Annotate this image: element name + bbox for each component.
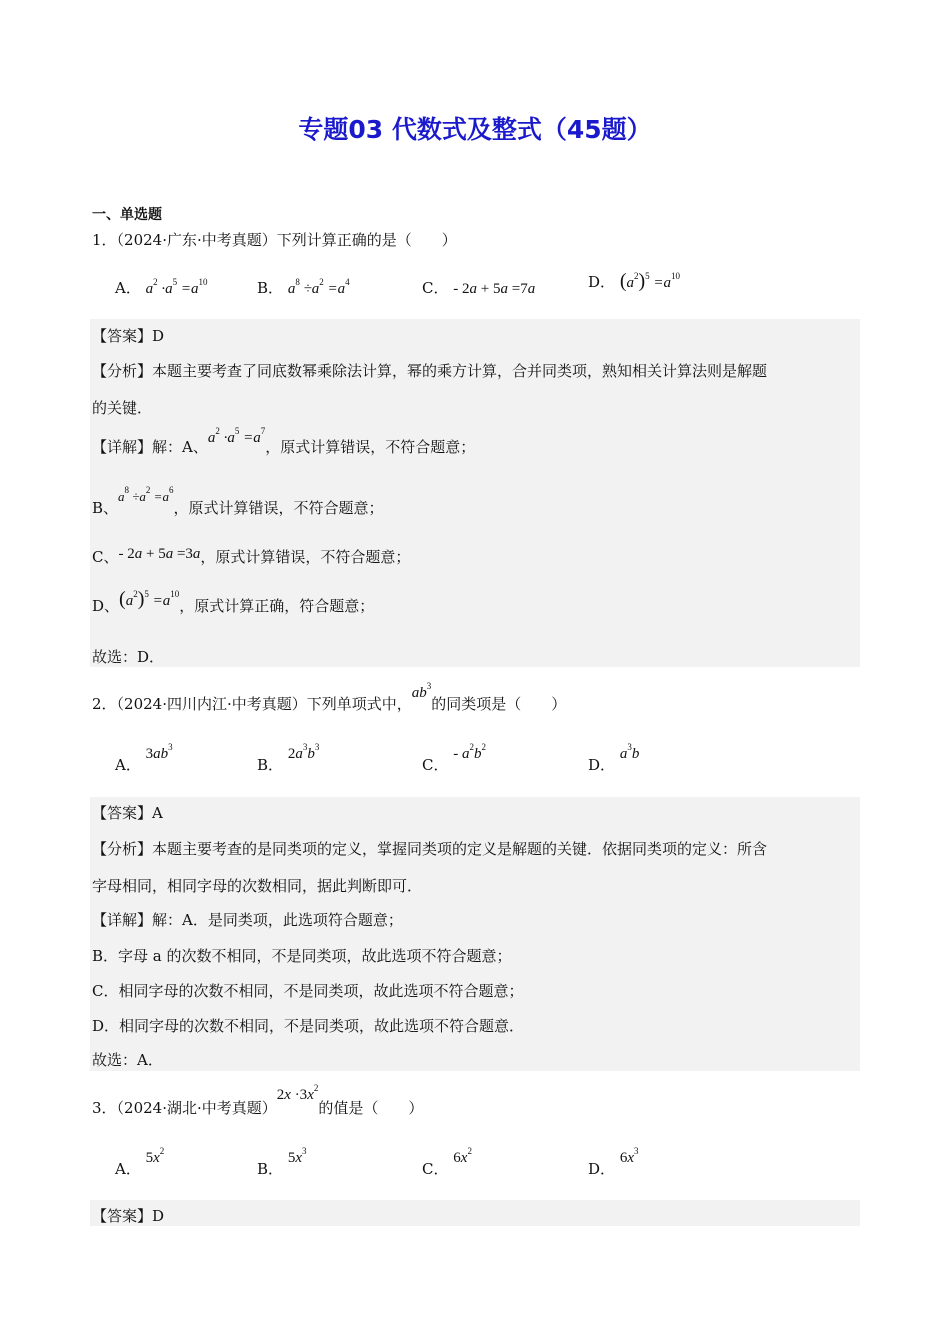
q2-analysis-line-2: 字母相同，相同字母的次数相同，据此判断即可． xyxy=(92,877,423,895)
q1-option-a-label: A． xyxy=(115,279,141,297)
q1-detail-d-suffix: ，原式计算正确，符合题意； xyxy=(179,597,375,615)
q1-detail-b-prefix: B、 xyxy=(92,499,119,517)
q1-analysis-line-1: 【分析】本题主要考查了同底数幂乘除法计算，幂的乘方计算，合并同类项，熟知相关计算法则是解题 xyxy=(92,362,768,380)
q2-option-c xyxy=(422,742,487,774)
q2-stem-formula: $ab^3$ xyxy=(411,681,432,701)
question-3-stem xyxy=(92,1083,424,1118)
q2-stem-post: 的同类项是（ ） xyxy=(431,695,567,713)
q2-analysis-line-1: 【分析】本题主要考查的是同类项的定义，掌握同类项的定义是解题的关键．依据同类项的定义：所含 xyxy=(92,840,768,858)
q2-answer: 【答案】A xyxy=(92,804,163,822)
q3-option-a-formula: $5x^2$ xyxy=(145,1146,165,1166)
q1-option-a xyxy=(115,277,208,298)
q1-option-b-label: B． xyxy=(257,279,284,297)
section-heading: 一、单选题 xyxy=(92,207,162,223)
q1-option-d-label: D． xyxy=(588,273,616,291)
q2-option-a xyxy=(115,742,173,774)
q1-detail-b-suffix: ，原式计算错误，不符合题意； xyxy=(173,499,384,517)
q1-option-c-formula: - 2a + 5a =7a xyxy=(453,281,536,297)
q1-detail-d-formula: $(a^2)^5 =a^{10}$ xyxy=(119,588,180,610)
q1-detail-d-prefix: D、 xyxy=(92,597,120,615)
q3-option-d-formula: $6x^3$ xyxy=(619,1146,639,1166)
q2-option-c-formula: - $a^2b^2$ xyxy=(453,742,487,762)
q3-answer: 【答案】D xyxy=(92,1207,165,1225)
q2-detail-4: D．相同字母的次数不相同，不是同类项，故此选项不符合题意． xyxy=(92,1017,525,1035)
question-2-stem xyxy=(92,681,567,714)
q1-analysis-line-2: 的关键． xyxy=(92,399,153,417)
q3-option-d xyxy=(588,1146,639,1178)
q2-option-c-label: C． xyxy=(422,756,449,774)
q3-stem-pre: 3．（2024·湖北·中考真题） xyxy=(92,1099,277,1117)
q1-detail-c-prefix: C、 xyxy=(92,548,119,566)
q3-option-b xyxy=(257,1146,307,1178)
q2-option-b xyxy=(257,742,320,774)
q1-detail-c-formula: - 2a + 5a =3a xyxy=(118,546,201,562)
q2-option-a-formula: $3ab^3$ xyxy=(145,742,173,762)
q3-option-c-formula: $6x^2$ xyxy=(453,1146,472,1166)
q2-option-d-formula: $a^3b$ xyxy=(619,742,640,762)
q1-answer: 【答案】D xyxy=(92,327,165,345)
q1-detail-b-formula: $a^8 \div a^2 =a^6$ xyxy=(118,485,174,504)
q1-option-c xyxy=(422,277,535,298)
q1-option-b xyxy=(257,277,350,298)
q2-detail-2: B．字母 a 的次数不相同，不是同类项，故此选项不符合题意； xyxy=(92,947,512,965)
q3-option-b-label: B． xyxy=(257,1160,284,1178)
q2-option-b-formula: $2a^3b^3$ xyxy=(287,742,320,762)
q2-option-b-label: B． xyxy=(257,756,284,774)
q1-detail-b xyxy=(92,485,384,518)
q1-conclusion: 故选：D． xyxy=(92,648,165,666)
q1-option-d xyxy=(588,270,680,293)
q1-detail-d xyxy=(92,588,375,617)
q1-detail-c-suffix: ，原式计算错误，不符合题意； xyxy=(200,548,411,566)
q3-option-c-label: C． xyxy=(422,1160,449,1178)
q3-option-d-label: D． xyxy=(588,1160,616,1178)
q1-option-d-formula: $(a^2)^5 =a^{10}$ xyxy=(619,270,681,292)
q2-detail-1: 【详解】解：A．是同类项，此选项符合题意； xyxy=(92,911,403,929)
q1-option-c-label: C． xyxy=(422,279,449,297)
q1-detail-a xyxy=(92,426,476,457)
q1-option-b-formula: $a^8 \div a^2 =a^4$ xyxy=(287,277,350,297)
page-title: 专题03 代数式及整式（45题） xyxy=(298,115,652,144)
q3-option-c xyxy=(422,1146,472,1178)
q3-option-a xyxy=(115,1146,165,1178)
q2-stem-pre: 2．（2024·四川内江·中考真题）下列单项式中， xyxy=(92,695,412,713)
q1-detail-a-prefix: 【详解】解：A、 xyxy=(92,438,208,456)
q1-detail-a-suffix: ，原式计算错误，不符合题意； xyxy=(265,438,476,456)
q2-detail-3: C．相同字母的次数不相同，不是同类项，故此选项不符合题意； xyxy=(92,982,524,1000)
q2-option-a-label: A． xyxy=(115,756,141,774)
q3-solution-box xyxy=(90,1200,860,1226)
q1-detail-a-formula: $a^2 \cdot a^5 =a^7$ xyxy=(207,426,266,446)
q3-option-a-label: A． xyxy=(115,1160,141,1178)
question-1-stem: 1．（2024·广东·中考真题）下列计算正确的是（ ） xyxy=(92,231,457,249)
q2-option-d-label: D． xyxy=(588,756,616,774)
q3-stem-post: 的值是（ ） xyxy=(318,1099,424,1117)
q1-option-a-formula: $a^2 \cdot a^5 =a^{10}$ xyxy=(145,277,208,297)
q1-detail-c xyxy=(92,546,410,567)
q2-conclusion: 故选：A． xyxy=(92,1051,163,1069)
q3-option-b-formula: $5x^3$ xyxy=(287,1146,307,1166)
q3-stem-formula: $2x \cdot 3x^2$ xyxy=(276,1083,319,1103)
q2-option-d xyxy=(588,742,640,774)
